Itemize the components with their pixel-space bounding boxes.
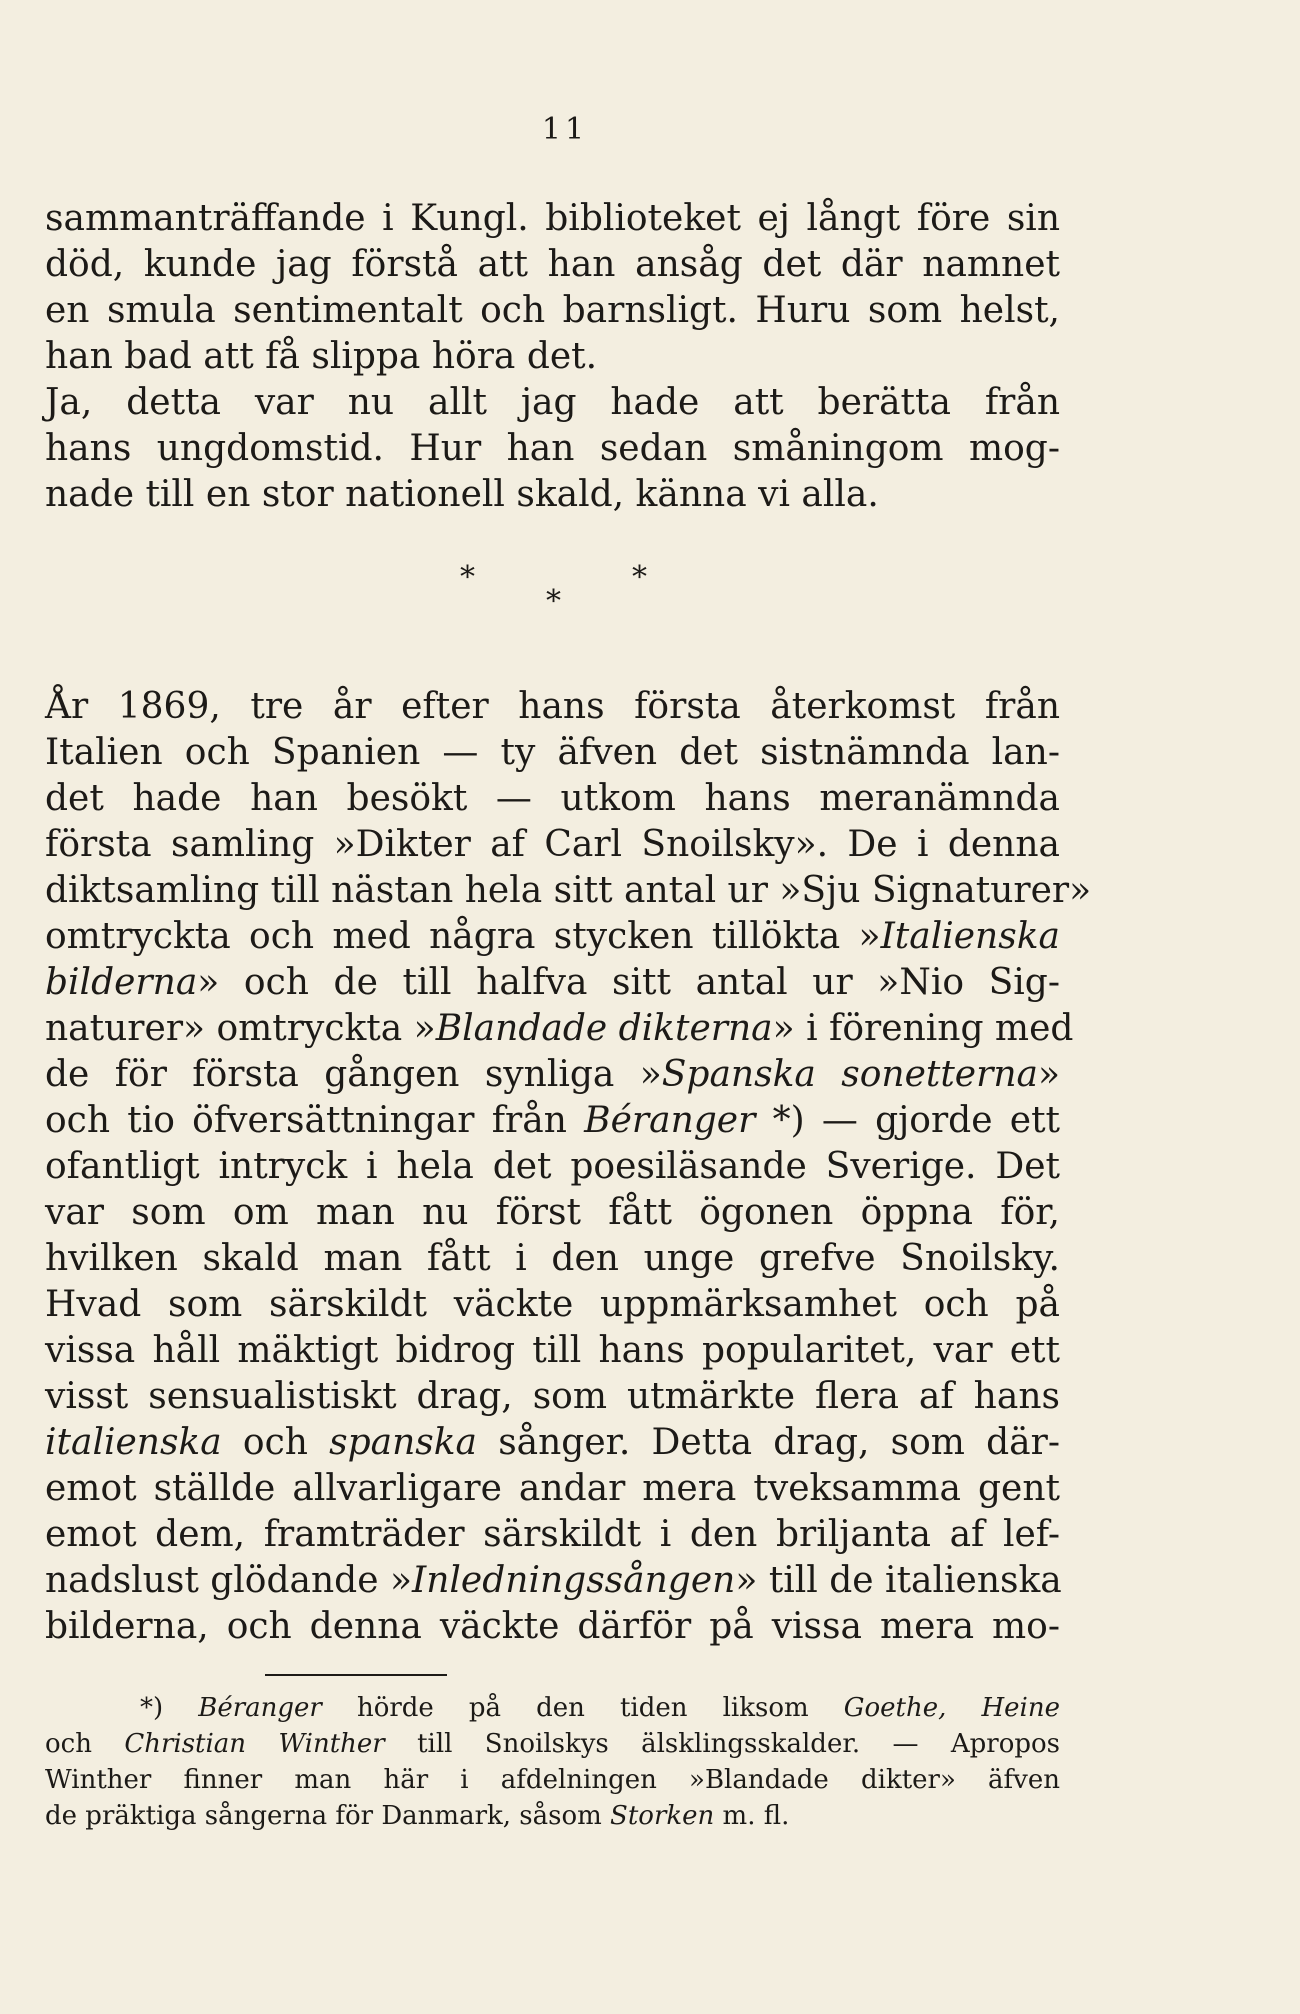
paragraph3-line [45,914,1060,960]
section-break-asterisk: * [546,584,561,619]
text-span: *) — gjorde ett [755,1100,1061,1141]
paragraph3-line: Italien och Spanien — ty äfven det sistnämnda lan- [45,732,1060,773]
paragraph2-line: hans ungdomstid. Hur han sedan småningom mog- [45,428,1060,469]
page-number: 11 [541,112,589,147]
italic-title: Inledningssången [412,1560,736,1601]
paragraph3-line: Hvad som särskildt väckte uppmärksamhet och på [45,1284,1060,1325]
paragraph3-line [45,1006,1074,1052]
text-span: till Snoilskys älsklingsskalder. — Apropos [384,1729,1061,1759]
italic-word: spanska [329,1422,478,1463]
text-span: och [221,1422,330,1463]
paragraph3-line: visst sensualistiskt drag, som utmärkte flera af hans [45,1376,1060,1417]
italic-title: bilderna [45,962,198,1003]
text-span: » och de till halfva sitt antal ur »Nio Sig- [197,962,1060,1003]
text-span: och tio öfversättningar från [45,1100,585,1141]
text-span: omtryckta och med några stycken tillökta » [45,916,881,957]
paragraph3-line: ofantligt intryck i hela det poesiläsande Sverige. Det [45,1146,1060,1187]
paragraph3-line: det hade han besökt — utkom hans meranämnda [45,778,1060,819]
paragraph3-line: vissa håll mäktigt bidrog till hans popularitet, var ett [45,1330,1060,1371]
italic-title: Blandade dikterna [435,1008,773,1049]
paragraph3-line [45,1052,1060,1098]
paragraph3-line: År 1869, tre år efter hans första återkomst från [45,686,1060,727]
text-span: *) [140,1693,199,1723]
paragraph3-line: hvilken skald man fått i den unge grefve Snoilsky. [45,1238,1060,1279]
paragraph3-line: diktsamling till nästan hela sitt antal ur »Sju Signaturer» [45,870,1092,911]
italic-word: italienska [45,1422,222,1463]
text-span: och [45,1729,125,1759]
paragraph3-line [45,1098,1060,1144]
paragraph3-line [45,960,1060,1006]
italic-name: Béranger [584,1100,756,1141]
paragraph3-line: emot ställde allvarligare andar mera tveksamma gent [45,1468,1060,1509]
text-span: de präktiga sångerna för Danmark, såsom [45,1801,611,1831]
paragraph1-line: död, kunde jag förstå att han ansåg det där namnet [45,244,1060,285]
paragraph3-line: var som om man nu först fått ögonen öppna för, [45,1192,1060,1233]
italic-name: Goethe, Heine [843,1693,1060,1723]
italic-title: Storken [610,1801,715,1831]
footnote-line [140,1690,1060,1726]
paragraph3-line: bilderna, och denna väckte därför på vissa mera mo- [45,1606,1060,1647]
footnote-line: Winther finner man här i afdelningen »Blandade dikter» äfven [45,1765,1060,1795]
text-span: » [1037,1054,1060,1095]
text-span: » i förening med [772,1008,1074,1049]
section-break-asterisk: * [460,560,475,595]
paragraph2-line: Ja, detta var nu allt jag hade att berätta från [45,382,1060,423]
paragraph1-line: sammanträffande i Kungl. biblioteket ej långt före sin [45,198,1060,239]
paragraph3-line: första samling »Dikter af Carl Snoilsky». De i denna [45,824,1060,865]
paragraph3-line: emot dem, framträder särskildt i den briljanta af lef- [45,1514,1060,1555]
paragraph1-line: en smula sentimentalt och barnsligt. Huru som helst, [45,290,1060,331]
italic-name: Béranger [198,1693,322,1723]
italic-title: Spanska sonetterna [661,1054,1038,1095]
paragraph3-line [45,1558,1060,1604]
text-span: sånger. Detta drag, som där- [477,1422,1060,1463]
paragraph1-line: han bad att få slippa höra det. [45,336,598,377]
footnote-line [45,1798,1060,1834]
text-span: naturer» omtryckta » [45,1008,436,1049]
text-span: m. fl. [714,1801,790,1831]
italic-title: Italienska [880,916,1060,957]
paragraph2-line: nade till en stor nationell skald, känna vi alla. [45,474,879,515]
text-span: nadslust glödande » [45,1560,412,1601]
section-break-asterisk: * [632,560,647,595]
text-span: hörde på den tiden liksom [321,1693,844,1723]
footnote-line [45,1726,1060,1762]
text-span: de för första gången synliga » [45,1054,662,1095]
paragraph3-line [45,1420,1060,1466]
text-span: » till de italienska [735,1560,1062,1601]
footnote-rule [265,1674,447,1676]
italic-name: Christian Winther [124,1729,385,1759]
